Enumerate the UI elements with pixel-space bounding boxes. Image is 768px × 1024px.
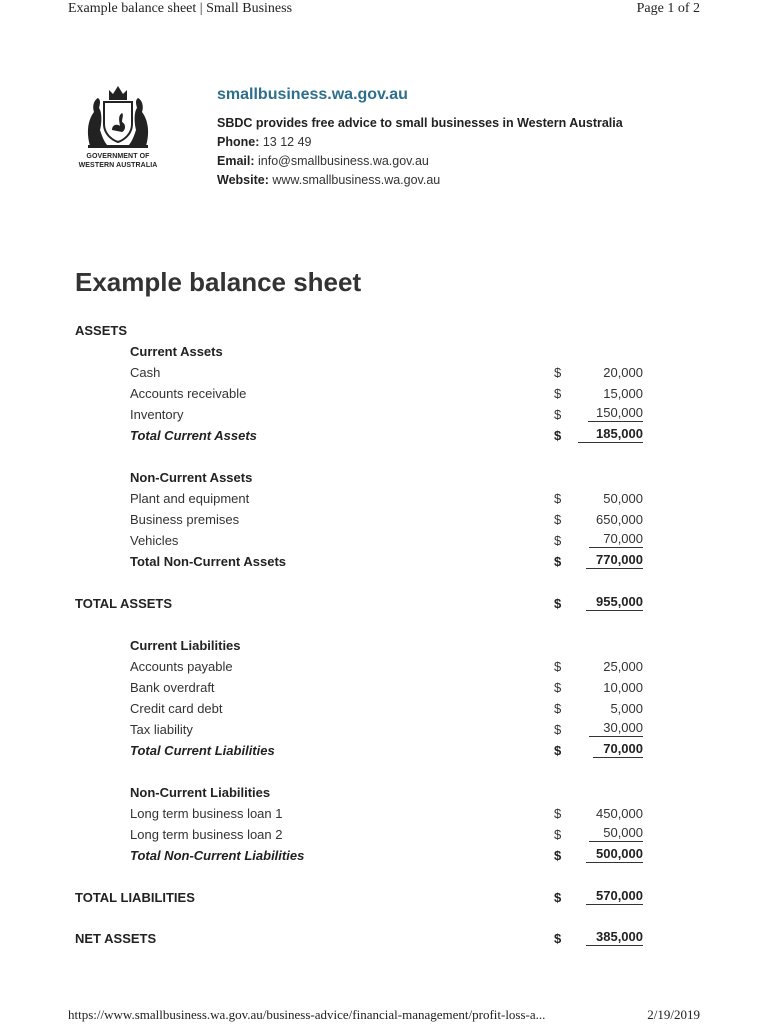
section-heading-row: [0, 636, 768, 656]
subtotal-label: Total Non-Current Liabilities: [130, 848, 305, 863]
current-liabilities-heading: Current Liabilities: [130, 638, 241, 653]
row-label: Vehicles: [130, 533, 179, 548]
print-header-title: Example balance sheet | Small Business: [68, 1, 293, 16]
row-amount: 70,000: [589, 531, 643, 548]
subtotal-amount: 185,000: [578, 426, 643, 443]
table-row: [0, 363, 768, 383]
row-currency: $: [554, 890, 562, 905]
row-currency: $: [554, 827, 562, 842]
row-currency: $: [554, 722, 562, 737]
row-amount: 25,000: [603, 659, 643, 674]
table-row: [0, 825, 768, 845]
contact-block: [217, 86, 623, 187]
website-link[interactable]: www.smallbusiness.wa.gov.au: [272, 173, 441, 187]
row-amount: 50,000: [603, 491, 643, 506]
non-current-assets-heading: Non-Current Assets: [130, 470, 253, 485]
table-row: [0, 804, 768, 824]
row-label: Plant and equipment: [130, 491, 250, 506]
grand-total-row: [0, 594, 768, 614]
phone-label: Phone:: [217, 135, 260, 149]
table-row: [0, 405, 768, 425]
table-row: [0, 720, 768, 740]
page-title: Example balance sheet: [75, 267, 362, 297]
row-label: Inventory: [130, 407, 184, 422]
row-currency: $: [554, 407, 562, 422]
phone-value: 13 12 49: [262, 135, 312, 149]
subtotal-amount: 70,000: [593, 741, 643, 758]
website-label: Website:: [217, 173, 269, 187]
crest-caption-line2: WESTERN AUSTRALIA: [78, 162, 158, 169]
row-label: Bank overdraft: [130, 680, 215, 695]
subtotal-amount: 770,000: [586, 552, 643, 569]
total-assets-label: TOTAL ASSETS: [75, 596, 173, 611]
phone-line: [217, 135, 623, 149]
row-amount: 50,000: [589, 825, 643, 842]
row-amount: 450,000: [596, 806, 643, 821]
assets-heading: ASSETS: [75, 323, 128, 338]
net-assets-label: NET ASSETS: [75, 931, 157, 946]
crest-caption-line1: GOVERNMENT OF: [86, 153, 150, 160]
subtotal-label: Total Non-Current Assets: [130, 554, 287, 569]
row-currency: $: [554, 533, 562, 548]
row-currency: $: [554, 848, 562, 863]
tagline: SBDC provides free advice to small businesses in Western Australia: [217, 116, 623, 130]
row-label: Long term business loan 1: [130, 806, 283, 821]
section-heading-row: [0, 783, 768, 803]
row-label: Credit card debt: [130, 701, 223, 716]
row-label: Cash: [130, 365, 161, 380]
current-assets-heading: Current Assets: [130, 344, 223, 359]
print-header-page: Page 1 of 2: [636, 1, 700, 16]
table-row: [0, 531, 768, 551]
row-currency: $: [554, 386, 562, 401]
row-amount: 150,000: [588, 405, 643, 422]
subtotal-row: [0, 846, 768, 866]
row-label: Long term business loan 2: [130, 827, 283, 842]
net-assets-amount: 385,000: [586, 929, 643, 946]
section-heading-row: [0, 342, 768, 362]
total-liabilities-amount: 570,000: [586, 888, 643, 905]
assets-heading-row: [0, 321, 768, 341]
row-currency: $: [554, 596, 562, 611]
row-label: Business premises: [130, 512, 240, 527]
website-line: [217, 173, 623, 187]
total-assets-amount: 955,000: [586, 594, 643, 611]
row-amount: 650,000: [596, 512, 643, 527]
row-currency: $: [554, 806, 562, 821]
row-currency: $: [554, 659, 562, 674]
email-link[interactable]: info@smallbusiness.wa.gov.au: [258, 154, 429, 168]
print-footer-date: 2/19/2019: [647, 1007, 700, 1022]
site-link[interactable]: smallbusiness.wa.gov.au: [217, 86, 408, 103]
table-row: [0, 489, 768, 509]
row-amount: 15,000: [603, 386, 643, 401]
government-crest-logo: [72, 82, 164, 170]
row-currency: $: [554, 743, 562, 758]
row-currency: $: [554, 365, 562, 380]
crest-icon: [78, 82, 158, 150]
table-row: [0, 699, 768, 719]
email-line: [217, 154, 623, 168]
total-liabilities-label: TOTAL LIABILITIES: [75, 890, 195, 905]
row-currency: $: [554, 554, 562, 569]
subtotal-row: [0, 426, 768, 446]
grand-total-row: [0, 929, 768, 949]
subtotal-amount: 500,000: [586, 846, 643, 863]
row-currency: $: [554, 428, 562, 443]
row-label: Accounts payable: [130, 659, 233, 674]
subtotal-label: Total Current Liabilities: [130, 743, 275, 758]
row-amount: 20,000: [603, 365, 643, 380]
row-amount: 10,000: [603, 680, 643, 695]
row-label: Accounts receivable: [130, 386, 247, 401]
subtotal-row: [0, 741, 768, 761]
row-amount: 5,000: [610, 701, 643, 716]
table-row: [0, 657, 768, 677]
print-footer-url: https://www.smallbusiness.wa.gov.au/business-advice/financial-management/profit-loss-a...: [68, 1007, 546, 1022]
non-current-liabilities-heading: Non-Current Liabilities: [130, 785, 271, 800]
row-currency: $: [554, 701, 562, 716]
row-currency: $: [554, 931, 562, 946]
subtotal-label: Total Current Assets: [130, 428, 257, 443]
subtotal-row: [0, 552, 768, 572]
grand-total-row: [0, 888, 768, 908]
section-heading-row: [0, 468, 768, 488]
table-row: [0, 678, 768, 698]
row-currency: $: [554, 512, 562, 527]
table-row: [0, 510, 768, 530]
row-currency: $: [554, 680, 562, 695]
email-label: Email:: [217, 154, 255, 168]
row-amount: 30,000: [589, 720, 643, 737]
row-label: Tax liability: [130, 722, 193, 737]
table-row: [0, 384, 768, 404]
row-currency: $: [554, 491, 562, 506]
